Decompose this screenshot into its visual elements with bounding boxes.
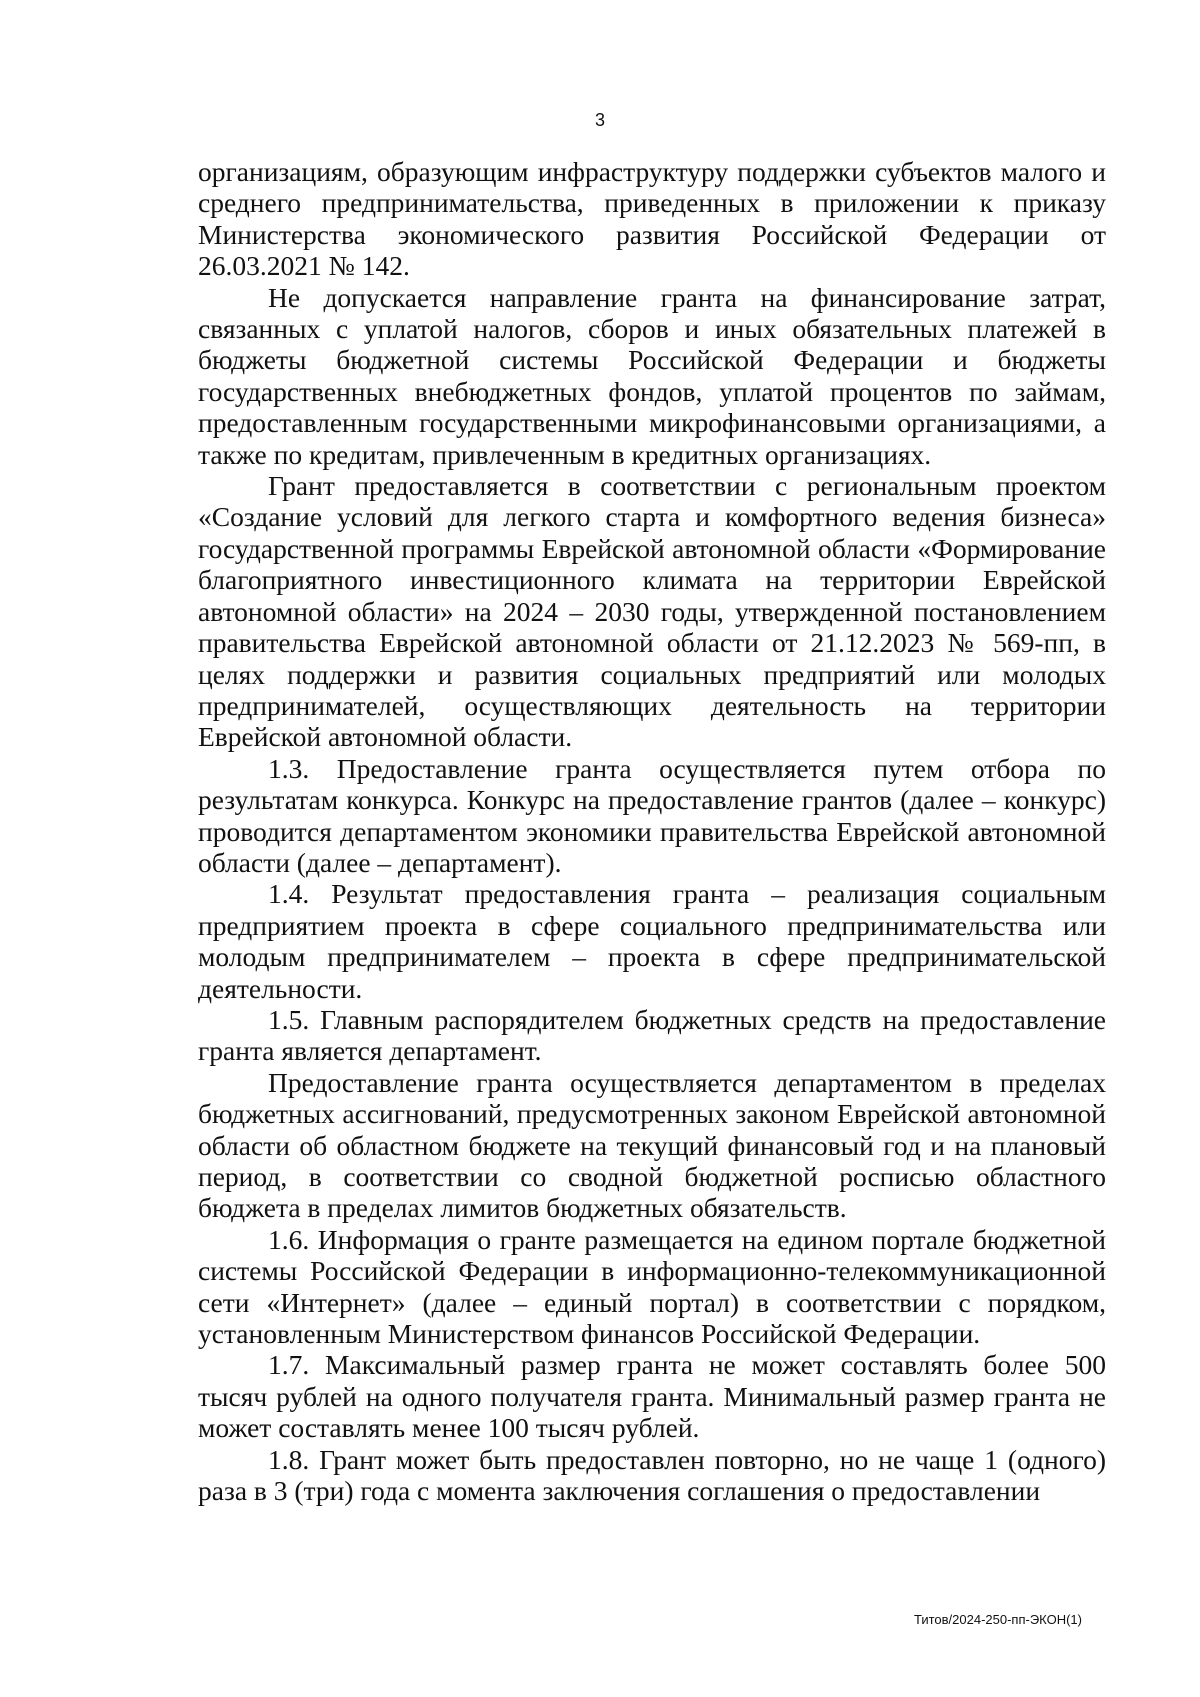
paragraph-1-8: 1.8. Грант может быть предоставлен повторно, но не чаще 1 (одного) раза в 3 (три) года с момента заключения соглашения о предоставлении <box>198 1443 1106 1507</box>
document-footer-code: Титов/2024-250-пп-ЭКОН(1) <box>913 1612 1082 1627</box>
paragraph-1-7: 1.7. Максимальный размер гранта не может составлять более 500 тысяч рублей на одного получателя гранта. Минимальный размер гранта не может составлять менее 100 тысяч рублей. <box>198 1349 1106 1444</box>
paragraph-regional-project: Грант предоставляется в соответствии с региональным проектом «Создание условий для легкого старта и комфортного ведения бизнеса» государственной программы Еврейской автономной области «Формирование благоприятного инвестиционного климата на территории Еврейской автономной области» на 2024 – 2030 годы, утвержденной постановлением правительства Еврейской автономной области от 21.12.2023 № 569-пп, в целях поддержки и развития социальных предприятий или молодых предпринимателей, осуществляющих деятельность на территории Еврейской автономной области. <box>198 470 1106 753</box>
page-number: 3 <box>594 110 605 130</box>
paragraph-budget-limits: Предоставление гранта осуществляется департаментом в пределах бюджетных ассигнований, предусмотренных законом Еврейской автономной области об областном бюджете на текущий финансовый год и на плановый период, в соответствии со сводной бюджетной росписью областного бюджета в пределах лимитов бюджетных обязательств. <box>198 1066 1106 1224</box>
paragraph-1-4: 1.4. Результат предоставления гранта – реализация социальным предприятием проекта в сфере социального предпринимательства или молодым предпринимателем – проекта в сфере предпринимательской деятельности. <box>198 878 1106 1004</box>
paragraph-1-6: 1.6. Информация о гранте размещается на едином портале бюджетной системы Российской Федерации в информационно-телекоммуникационной сети «Интернет» (далее – единый портал) в соответствии с порядком, установленным Министерством финансов Российской Федерации. <box>198 1223 1106 1350</box>
paragraph-expenses-restriction: Не допускается направление гранта на финансирование затрат, связанных с уплатой налогов, сборов и иных обязательных платежей в бюджеты бюджетной системы Российской Федерации и бюджеты государственных внебюджетных фондов, уплатой процентов по займам, предоставленным государственными микрофинансовыми организациями, а также по кредитам, привлеченным в кредитных организациях. <box>198 281 1106 470</box>
paragraph-1-5: 1.5. Главным распорядителем бюджетных средств на предоставление гранта является департамент. <box>198 1003 1106 1067</box>
paragraph-continuation: организациям, образующим инфраструктуру поддержки субъектов малого и среднего предпринимательства, приведенных в приложении к приказу Министерства экономического развития Российской Федерации от 26.03.2021 № 142. <box>198 156 1106 282</box>
document-body <box>198 156 1106 1506</box>
paragraph-1-3: 1.3. Предоставление гранта осуществляется путем отбора по результатам конкурса. Конкурс на предоставление грантов (далее – конкурс) проводится департаментом экономики правительства Еврейской автономной области (далее – департамент). <box>198 752 1106 878</box>
